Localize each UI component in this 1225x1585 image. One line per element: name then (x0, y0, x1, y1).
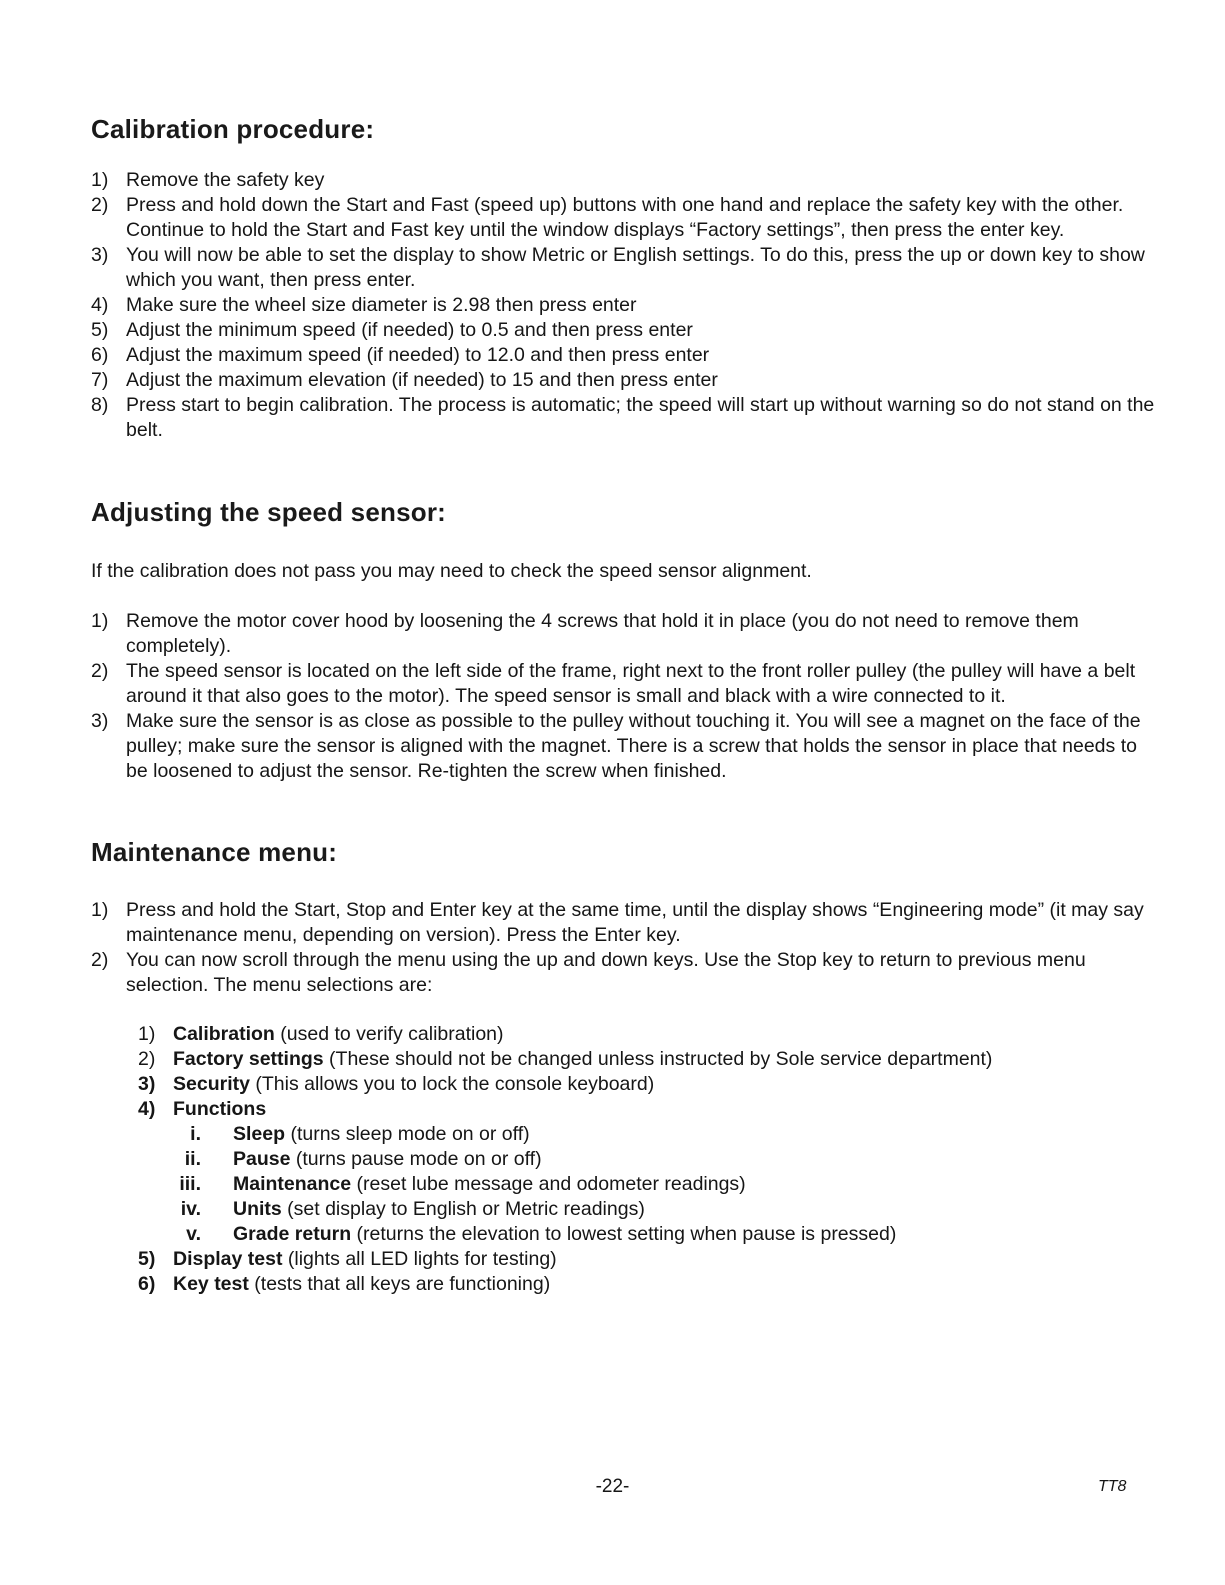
step-number: 1) (91, 610, 109, 632)
step-number: 3) (91, 244, 109, 266)
speed-sensor-intro: If the calibration does not pass you may need to check the speed sensor alignment. (91, 560, 812, 582)
calibration-heading: Calibration procedure: (91, 114, 375, 144)
step-text: Adjust the maximum speed (if needed) to 12.0 and then press enter (126, 344, 710, 366)
function-item-grade-return (173, 1222, 1138, 1247)
step-number: 2) (91, 949, 109, 971)
step-text: Remove the motor cover hood by loosening the 4 screws that hold it in place (you do not need to remove them completely). (126, 610, 1079, 657)
list-item (91, 293, 1156, 318)
menu-number: 2) (138, 1048, 156, 1070)
menu-item-calibration (138, 1022, 1138, 1047)
function-item-units (173, 1197, 1138, 1222)
step-text: Make sure the wheel size diameter is 2.98 then press enter (126, 294, 637, 316)
step-text: Adjust the minimum speed (if needed) to 0.5 and then press enter (126, 319, 693, 341)
step-number: 6) (91, 344, 109, 366)
step-number: 3) (91, 710, 109, 732)
list-item (91, 948, 1156, 998)
functions-sublist (173, 1122, 1138, 1247)
function-label: Grade return (233, 1223, 352, 1245)
list-item (91, 659, 1156, 709)
menu-desc: (These should not be changed unless instructed by Sole service department) (323, 1048, 993, 1070)
step-text: Make sure the sensor is as close as possible to the pulley without touching it. You will see a magnet on the face of the pulley; make sure the sensor is aligned with the magnet. There is a screw that holds the sensor in place that needs to be loosened to adjust the sensor. Re-tighten the screw when finished. (126, 710, 1141, 782)
step-text: Adjust the maximum elevation (if needed) to 15 and then press enter (126, 369, 718, 391)
function-desc: (turns pause mode on or off) (290, 1148, 542, 1170)
maintenance-steps (91, 898, 1156, 998)
list-item (91, 168, 1156, 193)
step-number: 8) (91, 394, 109, 416)
list-item (91, 193, 1156, 243)
step-text: Press start to begin calibration. The process is automatic; the speed will start up without warning so do not stand on the belt. (126, 394, 1155, 441)
function-desc: (reset lube message and odometer readings) (351, 1173, 746, 1195)
list-item (91, 898, 1156, 948)
menu-label: Security (173, 1073, 250, 1095)
maintenance-heading: Maintenance menu: (91, 837, 338, 867)
step-number: 5) (91, 319, 109, 341)
function-label: Maintenance (233, 1173, 352, 1195)
menu-label: Functions (173, 1098, 267, 1120)
menu-item-key-test (138, 1272, 1138, 1297)
calibration-steps (91, 168, 1156, 443)
menu-desc: (This allows you to lock the console keyboard) (249, 1073, 655, 1095)
roman-number: i. (190, 1123, 201, 1145)
menu-item-display-test (138, 1247, 1138, 1272)
function-desc: (turns sleep mode on or off) (285, 1123, 530, 1145)
speed-sensor-steps (91, 609, 1156, 784)
function-label: Units (233, 1198, 282, 1220)
maintenance-menu-list (138, 1022, 1138, 1297)
menu-number: 4) (138, 1098, 156, 1120)
step-number: 1) (91, 169, 109, 191)
step-text: Press and hold down the Start and Fast (speed up) buttons with one hand and replace the safety key with the other. Continue to hold the Start and Fast key until the window displays “Factory settings”, then press the enter key. (126, 194, 1124, 241)
menu-number: 5) (138, 1248, 156, 1270)
roman-number: ii. (184, 1148, 201, 1170)
menu-desc: (used to verify calibration) (274, 1023, 504, 1045)
function-item-sleep (173, 1122, 1138, 1147)
menu-number: 1) (138, 1023, 156, 1045)
step-number: 2) (91, 194, 109, 216)
menu-number: 6) (138, 1273, 156, 1295)
menu-item-factory-settings (138, 1047, 1138, 1072)
speed-sensor-heading: Adjusting the speed sensor: (91, 497, 447, 527)
step-text: You will now be able to set the display to show Metric or English settings. To do this, press the up or down key to show which you want, then press enter. (126, 244, 1145, 291)
function-item-maintenance (173, 1172, 1138, 1197)
list-item (91, 393, 1156, 443)
menu-desc: (lights all LED lights for testing) (282, 1248, 557, 1270)
step-number: 7) (91, 369, 109, 391)
step-text: You can now scroll through the menu using the up and down keys. Use the Stop key to return to previous menu selection. The menu selections are: (126, 949, 1086, 996)
list-item (91, 318, 1156, 343)
roman-number: iv. (180, 1198, 201, 1220)
function-label: Sleep (233, 1123, 286, 1145)
page-number: -22- (595, 1476, 630, 1497)
menu-label: Display test (173, 1248, 283, 1270)
step-number: 2) (91, 660, 109, 682)
step-text: Press and hold the Start, Stop and Enter key at the same time, until the display shows “Engineering mode” (it may say maintenance menu, depending on version). Press the Enter key. (126, 899, 1144, 946)
menu-item-security (138, 1072, 1138, 1097)
menu-label: Calibration (173, 1023, 275, 1045)
menu-label: Key test (173, 1273, 249, 1295)
step-text: The speed sensor is located on the left side of the frame, right next to the front roller pulley (the pulley will have a belt around it that also goes to the motor). The speed sensor is small and black with a wire connected to it. (126, 660, 1136, 707)
menu-item-functions (138, 1097, 1138, 1247)
menu-desc: (tests that all keys are functioning) (248, 1273, 551, 1295)
menu-label: Factory settings (173, 1048, 324, 1070)
step-text: Remove the safety key (126, 169, 325, 191)
function-desc: (returns the elevation to lowest setting when pause is pressed) (351, 1223, 897, 1245)
menu-number: 3) (138, 1073, 156, 1095)
list-item (91, 243, 1156, 293)
roman-number: v. (186, 1223, 201, 1245)
function-item-pause (173, 1147, 1138, 1172)
list-item (91, 343, 1156, 368)
function-desc: (set display to English or Metric readings) (281, 1198, 645, 1220)
list-item (91, 709, 1156, 784)
function-label: Pause (233, 1148, 291, 1170)
list-item (91, 609, 1156, 659)
step-number: 1) (91, 899, 109, 921)
step-number: 4) (91, 294, 109, 316)
model-code: TT8 (1098, 1478, 1127, 1495)
roman-number: iii. (179, 1173, 201, 1195)
list-item (91, 368, 1156, 393)
